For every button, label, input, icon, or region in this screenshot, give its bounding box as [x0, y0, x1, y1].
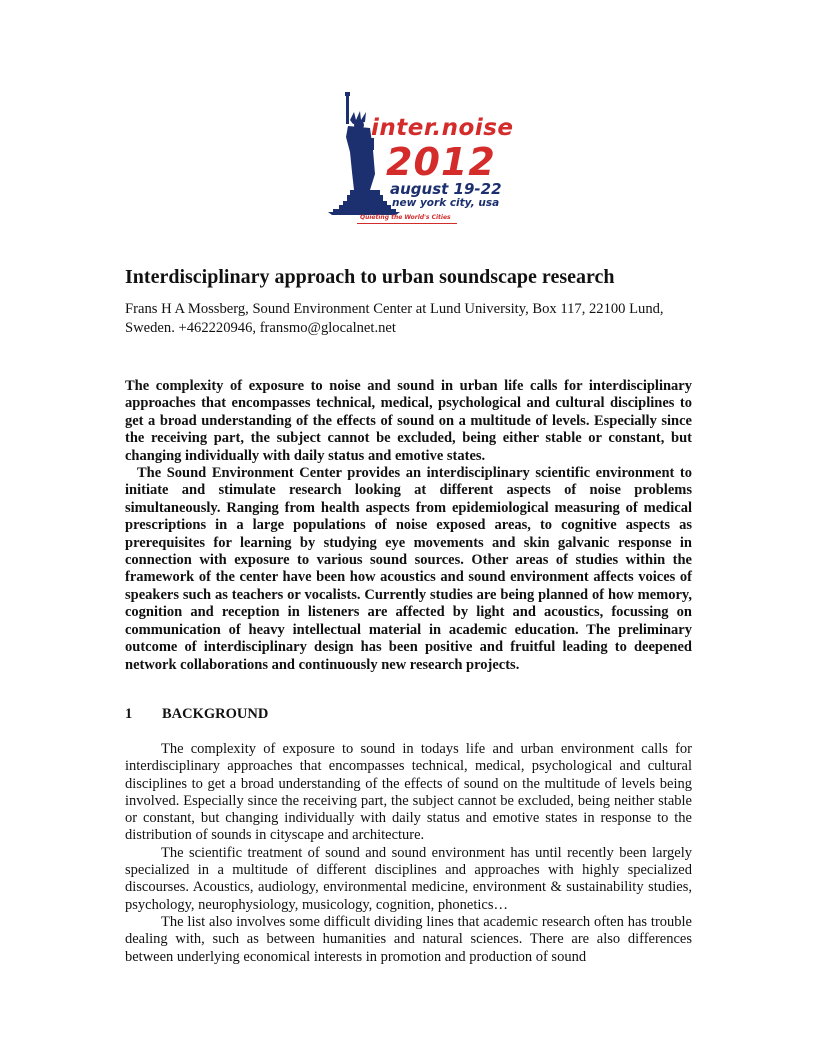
section-number: 1 — [125, 706, 133, 722]
body-paragraph: The scientific treatment of sound and sound environment has until recently been largely specialized in a multitude of different disciplines and approaches with highly specialized discourses. Acoustics, audiology, environmental medicine, environment & sustainability studies, psychology, neurophysiology, musicology, cognition, phonetics… — [125, 844, 692, 913]
logo-divider — [357, 223, 457, 224]
section-heading — [125, 706, 268, 723]
logo-year-text: 2012 — [386, 140, 496, 184]
logo-tagline-text: Quieting the World's Cities — [360, 214, 451, 221]
logo-location-text: new york city, usa — [392, 197, 500, 209]
body-paragraph: The list also involves some difficult dividing lines that academic research often has trouble dealing with, such as between humanities and natural sciences. There are also differences between underlying economical interests in promotion and production of sound — [125, 913, 692, 965]
abstract-paragraph: The Sound Environment Center provides an interdisciplinary scientific environment to initiate and stimulate research looking at different aspects of noise problems simultaneously. Ranging from health aspects from epidemiological measuring of medical prescriptions in a large populations of noise exposed areas, to cognitive aspects as prerequisites for learning by studying eye movements and skin galvanic response in connection with exposure to various sound sources. Other areas of studies within the framework of the center have been how acoustics and sound environment affects voices of speakers such as teachers or vocalists. Currently studies are being planned of how memory, cognition and reception in listeners are affected by light and acoustics, focussing on communication of heavy intellectual material in academic education. The preliminary outcome of interdisciplinary design has been positive and fruitful leading to deepened network collaborations and continuously new research projects. — [125, 465, 692, 673]
abstract-paragraph: The complexity of exposure to noise and sound in urban life calls for interdisciplinary approaches that encompasses technical, medical, psychological and cultural disciplines to get a broad understanding of the effects of sound on a multitude of levels. Especially since the receiving part, the subject cannot be excluded, being either stable or constant, but changing individually with daily status and emotive states. — [125, 378, 692, 464]
paper-title: Interdisciplinary approach to urban soundscape research — [125, 266, 615, 288]
author-affiliation: Frans H A Mossberg, Sound Environment Center at Lund University, Box 117, 22100 Lund, Sweden. +462220946, fransmo@glocalnet.net — [125, 301, 664, 336]
section-title: BACKGROUND — [162, 706, 269, 722]
body-paragraph: The complexity of exposure to sound in todays life and urban environment calls for interdisciplinary approaches that encompasses technical, medical, psychological and cultural disciplines to get a broad understanding of the effects of sound on the multitude of levels being involved. Especially since the receiving part, the subject cannot be excluded, being neither stable or constant, but changing individually with daily status and emotive states in response to the distribution of sounds in cityscape and architecture. — [125, 741, 692, 844]
logo-organization-text: inter.noise — [371, 115, 514, 141]
section-body — [125, 741, 692, 966]
abstract — [125, 378, 692, 674]
logo-dates-text: august 19-22 — [390, 180, 502, 198]
